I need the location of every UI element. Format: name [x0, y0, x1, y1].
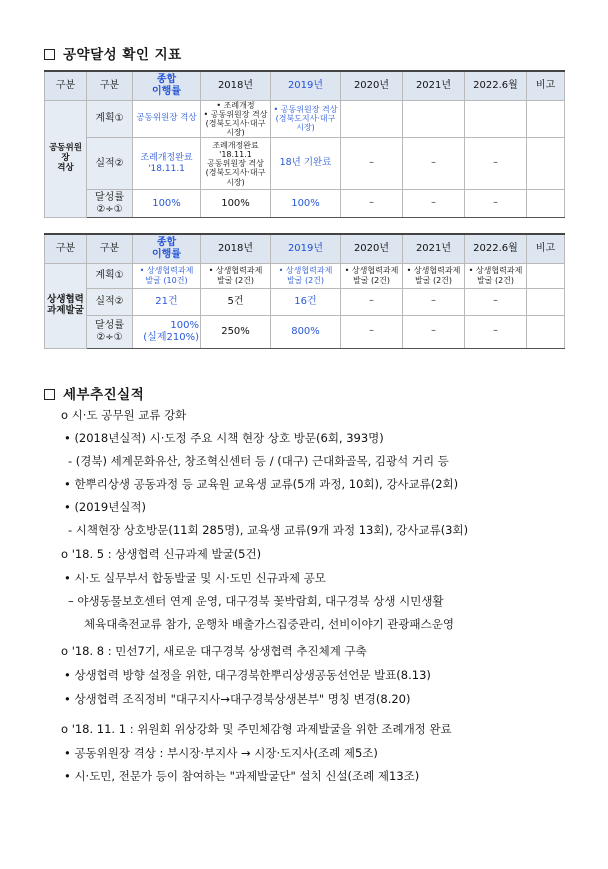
year-cell: • 조례개정 • 공동위원장 격상 (경북도지사·대구시장) — [201, 100, 271, 138]
total-cell: • 상생협력과제 발굴 (10건) — [133, 263, 201, 288]
header-cell: 구분 — [45, 71, 87, 100]
year-cell: 100% — [271, 190, 341, 218]
total-cell: 21건 — [133, 288, 201, 315]
row-label: 계획① — [87, 100, 133, 138]
header-cell: 2022.6월 — [465, 71, 527, 100]
row-label: 달성률 ②÷① — [87, 315, 133, 348]
row-label: 계획① — [87, 263, 133, 288]
detail-bullet: • 상생협력 조직정비 "대구지사→대구경북상생본부" 명칭 변경(8.20) — [64, 692, 411, 706]
detail-bullet: • 시·도민, 전문가 등이 참여하는 "과제발굴단" 설치 신설(조례 제13조) — [64, 769, 420, 783]
detail-heading: o '18. 11. 1 : 위원회 위상강화 및 주민체감형 과제발굴을 위한 조례개정 완료 — [61, 722, 452, 736]
year-cell: • 상생협력과제 발굴 (2건) — [271, 263, 341, 288]
year-cell: – — [465, 288, 527, 315]
total-cell: 공동위원장 격상 — [133, 100, 201, 138]
header-cell: 2018년 — [201, 234, 271, 263]
year-cell: – — [465, 138, 527, 190]
header-cell: 구분 — [87, 71, 133, 100]
year-cell: – — [341, 138, 403, 190]
year-cell: 100% — [201, 190, 271, 218]
detail-subitem: - 시책현장 상호방문(11회 285명), 교육생 교류(9개 과정 13회), 강사교류(3회) — [68, 523, 469, 537]
total-cell: 100% (실제210%) — [133, 315, 201, 348]
detail-bullet: • 시·도 실무부서 합동발굴 및 시·도민 신규과제 공모 — [64, 571, 326, 585]
row-label: 실적② — [87, 138, 133, 190]
details-body — [44, 0, 584, 869]
detail-heading: o 시·도 공무원 교류 강화 — [61, 408, 187, 422]
header-cell: 2022.6월 — [465, 234, 527, 263]
detail-bullet: • (2019년실적) — [64, 500, 147, 514]
row-label: 달성률 ②÷① — [87, 190, 133, 218]
year-cell: 조례개정완료 '18.11.1 공동위원장 격상 (경북도지사·대구시장) — [201, 138, 271, 190]
header-cell: 2019년 — [271, 71, 341, 100]
total-cell: 조례개정완료 '18.11.1 — [133, 138, 201, 190]
year-cell: 16건 — [271, 288, 341, 315]
detail-subitem: – 야생동물보호센터 연계 운영, 대구경북 꽃박람회, 대구경북 상생 시민생활 — [68, 594, 444, 608]
header-cell: 비고 — [527, 71, 565, 100]
header-cell: 비고 — [527, 234, 565, 263]
year-cell: – — [465, 190, 527, 218]
header-cell: 종합 이행률 — [133, 71, 201, 100]
category-cell: 상생협력 과제발굴 — [45, 263, 87, 348]
detail-bullet: • 공동위원장 격상 : 부시장·부지사 → 시장·도지사(조례 제5조) — [64, 746, 378, 760]
year-cell: – — [341, 190, 403, 218]
detail-bullet: • 상생협력 방향 설정을 위한, 대구경북한뿌리상생공동선언문 발표(8.13) — [64, 668, 431, 682]
year-cell: – — [341, 315, 403, 348]
year-cell: • 공동위원장 격상 (경북도지사·대구시장) — [271, 100, 341, 138]
year-cell: 18년 기완료 — [271, 138, 341, 190]
header-cell: 2021년 — [403, 71, 465, 100]
header-cell: 2019년 — [271, 234, 341, 263]
year-cell: – — [403, 190, 465, 218]
year-cell: • 상생협력과제 발굴 (2건) — [403, 263, 465, 288]
year-cell: • 상생협력과제 발굴 (2건) — [341, 263, 403, 288]
header-cell: 구분 — [87, 234, 133, 263]
year-cell: • 상생협력과제 발굴 (2건) — [465, 263, 527, 288]
year-cell: 800% — [271, 315, 341, 348]
year-cell: – — [403, 138, 465, 190]
year-cell: – — [403, 288, 465, 315]
detail-subitem-continued: 체육대축전교류 참가, 운행차 배출가스집중관리, 선비이야기 관광패스운영 — [84, 617, 454, 631]
detail-subitem: - (경북) 세계문화유산, 창조혁신센터 등 / (대구) 근대화골목, 김광석 거리 등 — [68, 454, 449, 468]
year-cell: – — [341, 288, 403, 315]
header-cell: 2020년 — [341, 234, 403, 263]
year-cell: – — [403, 315, 465, 348]
detail-bullet: • (2018년실적) 시·도정 주요 시책 현장 상호 방문(6회, 393명) — [64, 431, 384, 445]
total-cell: 100% — [133, 190, 201, 218]
header-cell: 2020년 — [341, 71, 403, 100]
detail-bullet: • 한뿌리상생 공동과정 등 교육원 교육생 교류(5개 과정, 10회), 강사교류(2회) — [64, 477, 459, 491]
header-cell: 구분 — [45, 234, 87, 263]
row-label: 실적② — [87, 288, 133, 315]
year-cell: 5건 — [201, 288, 271, 315]
year-cell: – — [465, 315, 527, 348]
detail-heading: o '18. 8 : 민선7기, 새로운 대구경북 상생협력 추진체계 구축 — [61, 644, 367, 658]
header-cell: 종합 이행률 — [133, 234, 201, 263]
header-cell: 2018년 — [201, 71, 271, 100]
detail-heading: o '18. 5 : 상생협력 신규과제 발굴(5건) — [61, 547, 262, 561]
header-cell: 2021년 — [403, 234, 465, 263]
category-cell: 공동위원장 격상 — [45, 100, 87, 218]
section-title-kpi: 공약달성 확인 지표 — [44, 43, 182, 63]
section-title-details: 세부추진실적 — [44, 383, 144, 403]
year-cell: • 상생협력과제 발굴 (2건) — [201, 263, 271, 288]
year-cell: 250% — [201, 315, 271, 348]
